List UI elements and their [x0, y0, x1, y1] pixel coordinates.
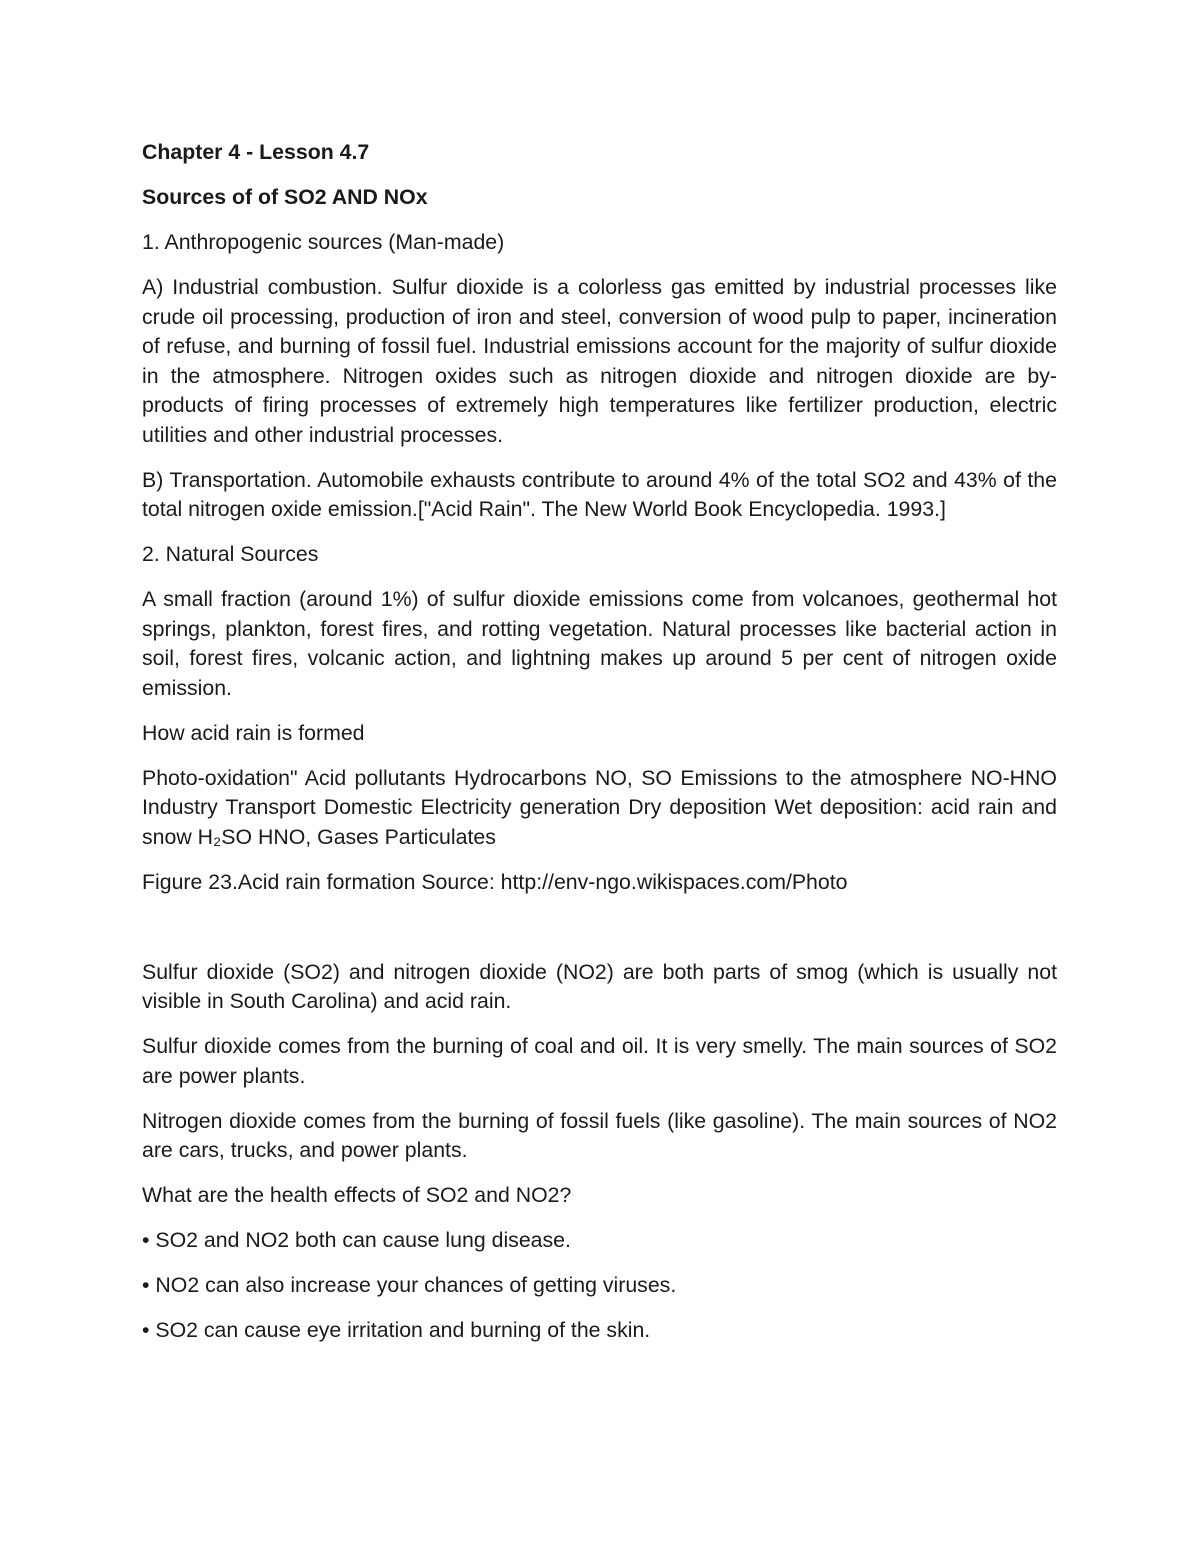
paragraph-smog: Sulfur dioxide (SO2) and nitrogen dioxide (NO2) are both parts of smog (which is usually not visible in South Carolina) and acid rain. [142, 959, 1057, 1013]
paragraph-industrial-combustion: A) Industrial combustion. Sulfur dioxide is a colorless gas emitted by industrial processes like crude oil processing, production of iron and steel, conversion of wood pulp to paper, incineration of refuse, and burning of fossil fuel. Industrial emissions account for the majority of sulfur dioxide in the atmosphere. Nitrogen oxides such as nitrogen dioxide and nitrogen dioxide are by-products of firing processes of extremely high temperatures like fertilizer production, electric utilities and other industrial processes. [142, 275, 1057, 447]
acid-rain-heading: How acid rain is formed [142, 720, 365, 745]
bullet-item: • SO2 can cause eye irritation and burning of the skin. [142, 1318, 651, 1342]
natural-sources-heading: 2. Natural Sources [142, 542, 319, 566]
paragraph-no2-sources: Nitrogen dioxide comes from the burning of fossil fuels (like gasoline). The main sources of NO2 are cars, trucks, and power plants. [142, 1108, 1057, 1162]
anthropogenic-heading: 1. Anthropogenic sources (Man-made) [142, 230, 505, 254]
figure-caption: Figure 23.Acid rain formation Source: http://env-ngo.wikispaces.com/Photo [142, 869, 848, 894]
section-title: Sources of of SO2 AND NOx [142, 185, 428, 209]
chapter-title: Chapter 4 - Lesson 4.7 [142, 140, 370, 164]
bullet-item: • SO2 and NO2 both can cause lung disease. [142, 1228, 571, 1252]
health-effects-heading: What are the health effects of SO2 and NO2? [142, 1183, 572, 1207]
paragraph-so2-sources: Sulfur dioxide comes from the burning of coal and oil. It is very smelly. The main sources of SO2 are power plants. [142, 1034, 1057, 1088]
document-page [142, 138, 1057, 1361]
bullet-item: • NO2 can also increase your chances of getting viruses. [142, 1273, 677, 1297]
figure-labels-text: Photo-oxidation" Acid pollutants Hydrocarbons NO, SO Emissions to the atmosphere NO-HNO Industry Transport Domestic Electricity generation Dry deposition Wet deposition: acid rain and snow H₂SO HNO, Gases Particulates [142, 765, 1057, 849]
blank-gap [142, 913, 1057, 958]
paragraph-transportation: B) Transportation. Automobile exhausts contribute to around 4% of the total SO2 and 43% of the total nitrogen oxide emission.["Acid Rain". The New World Book Encyclopedia. 1993.] [142, 467, 1057, 521]
paragraph-natural-sources: A small fraction (around 1%) of sulfur dioxide emissions come from volcanoes, geothermal hot springs, plankton, forest fires, and rotting vegetation. Natural processes like bacterial action in soil, forest fires, volcanic action, and lightning makes up around 5 per cent of nitrogen oxide emission. [142, 587, 1057, 700]
